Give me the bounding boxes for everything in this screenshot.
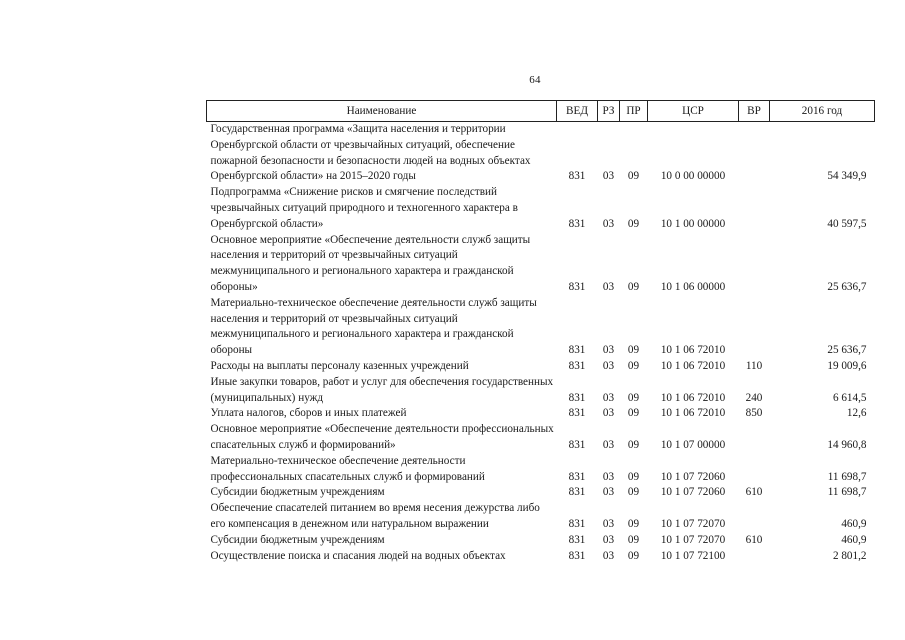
row-name: Подпрограмма «Снижение рисков и смягчение последствий чрезвычайных ситуаций природного и техногенного характера в Оренбургской области» [210, 186, 518, 230]
row-pr: 09 [627, 470, 640, 483]
row-name: Расходы на выплаты персоналу казенных учреждений [210, 359, 469, 372]
row-rz: 03 [602, 533, 615, 546]
row-amount: 460,9 [841, 517, 867, 530]
header-csr: ЦСР [648, 101, 739, 122]
row-csr: 10 1 06 72010 [660, 344, 726, 357]
table-header [207, 101, 875, 122]
row-pr: 09 [627, 359, 640, 372]
table-row [207, 406, 875, 422]
row-vr: 850 [745, 407, 763, 420]
row-name: Государственная программа «Защита населения и территории Оренбургской области от чрезвычайных ситуаций, обеспечение пожарной безопасности и безопасности людей на водных объектах Оренбургской области» на 2015–2020 годы [210, 123, 531, 183]
row-rz: 03 [602, 438, 615, 451]
row-pr: 09 [627, 391, 640, 404]
row-rz: 03 [602, 217, 615, 230]
row-ved: 831 [568, 549, 586, 562]
row-csr: 10 0 00 00000 [660, 170, 726, 183]
table-row [207, 485, 875, 501]
row-rz: 03 [602, 549, 615, 562]
row-csr: 10 1 06 72010 [660, 391, 726, 404]
row-rz: 03 [602, 517, 615, 530]
row-amount: 6 614,5 [832, 391, 867, 404]
row-rz: 03 [602, 486, 615, 499]
table-row [207, 454, 875, 486]
row-vr [739, 233, 770, 296]
row-vr: 110 [745, 359, 763, 372]
row-ved: 831 [568, 517, 586, 530]
row-csr: 10 1 06 00000 [660, 280, 726, 293]
row-amount: 11 698,7 [827, 486, 867, 499]
row-ved: 831 [568, 170, 586, 183]
row-vr [739, 549, 770, 565]
page-number: 64 [529, 74, 541, 86]
row-ved: 831 [568, 391, 586, 404]
row-amount: 54 349,9 [827, 170, 867, 183]
row-pr: 09 [627, 344, 640, 357]
row-rz: 03 [602, 470, 615, 483]
row-pr: 09 [627, 549, 640, 562]
row-ved: 831 [568, 470, 586, 483]
table-row [207, 296, 875, 359]
row-vr [739, 122, 770, 186]
row-vr [739, 422, 770, 454]
row-ved: 831 [568, 344, 586, 357]
row-csr: 10 1 07 72070 [660, 517, 726, 530]
row-name: Уплата налогов, сборов и иных платежей [210, 407, 407, 420]
row-amount: 19 009,6 [827, 359, 867, 372]
row-amount: 2 801,2 [832, 549, 867, 562]
row-ved: 831 [568, 407, 586, 420]
row-csr: 10 1 07 72100 [660, 549, 726, 562]
table-row [207, 422, 875, 454]
row-ved: 831 [568, 533, 586, 546]
row-rz: 03 [602, 170, 615, 183]
row-amount: 25 636,7 [827, 280, 867, 293]
row-vr [739, 296, 770, 359]
header-year: 2016 год [770, 101, 875, 122]
table-row [207, 549, 875, 565]
row-name: Обеспечение спасателей питанием во время несения дежурства либо его компенсация в денежном или натуральном выражении [210, 502, 540, 530]
row-ved: 831 [568, 359, 586, 372]
row-rz: 03 [602, 359, 615, 372]
header-ved: ВЕД [557, 101, 598, 122]
table-row [207, 501, 875, 533]
table-row [207, 375, 875, 407]
row-name: Основное мероприятие «Обеспечение деятельности профессиональных спасательных служб и формирований» [210, 423, 554, 451]
row-name: Материально-техническое обеспечение деятельности служб защиты населения и территорий от чрезвычайных ситуаций межмуниципального и регионального характера и гражданской обороны [210, 296, 537, 357]
row-ved: 831 [568, 217, 586, 230]
row-vr [739, 501, 770, 533]
row-amount: 12,6 [846, 407, 867, 420]
row-csr: 10 1 07 72060 [660, 486, 726, 499]
row-ved: 831 [568, 438, 586, 451]
table-row [207, 359, 875, 375]
table-row [207, 533, 875, 549]
row-name: Иные закупки товаров, работ и услуг для обеспечения государственных (муниципальных) нужд [210, 375, 554, 404]
row-name: Субсидии бюджетным учреждениям [210, 533, 385, 546]
row-ved: 831 [568, 486, 586, 499]
row-name: Субсидии бюджетным учреждениям [210, 486, 385, 499]
row-csr: 10 1 00 00000 [660, 217, 726, 230]
row-csr: 10 1 06 72010 [660, 359, 726, 372]
row-vr: 610 [745, 533, 763, 546]
row-pr: 09 [627, 533, 640, 546]
row-pr: 09 [627, 170, 640, 183]
header-vr: ВР [739, 101, 770, 122]
row-name: Материально-техническое обеспечение деятельности профессиональных спасательных служб и формирований [210, 454, 485, 483]
row-amount: 14 960,8 [827, 438, 867, 451]
row-pr: 09 [627, 517, 640, 530]
row-rz: 03 [602, 391, 615, 404]
row-vr [739, 454, 770, 486]
row-amount: 40 597,5 [827, 217, 867, 230]
row-pr: 09 [627, 438, 640, 451]
row-pr: 09 [627, 280, 640, 293]
row-csr: 10 1 07 72060 [660, 470, 726, 483]
row-name: Основное мероприятие «Обеспечение деятельности служб защиты населения и территорий от чрезвычайных ситуаций межмуниципального и регионального характера и гражданской обороны» [210, 233, 531, 293]
budget-table [206, 100, 875, 564]
table-row [207, 122, 875, 186]
row-vr [739, 185, 770, 232]
row-csr: 10 1 06 72010 [660, 407, 726, 420]
row-csr: 10 1 07 00000 [660, 438, 726, 451]
row-amount: 460,9 [841, 533, 867, 546]
row-rz: 03 [602, 344, 615, 357]
row-pr: 09 [627, 217, 640, 230]
header-rz: РЗ [598, 101, 620, 122]
row-rz: 03 [602, 407, 615, 420]
table-row [207, 233, 875, 296]
row-csr: 10 1 07 72070 [660, 533, 726, 546]
row-vr: 240 [745, 391, 763, 404]
row-pr: 09 [627, 407, 640, 420]
row-amount: 11 698,7 [827, 470, 867, 483]
row-pr: 09 [627, 486, 640, 499]
row-rz: 03 [602, 280, 615, 293]
row-vr: 610 [745, 486, 763, 499]
row-amount: 25 636,7 [827, 344, 867, 357]
row-ved: 831 [568, 280, 586, 293]
header-name: Наименование [207, 101, 557, 122]
table-row [207, 185, 875, 232]
table-body [207, 122, 875, 565]
row-name: Осуществление поиска и спасания людей на водных объектах [210, 549, 506, 562]
header-pr: ПР [620, 101, 648, 122]
